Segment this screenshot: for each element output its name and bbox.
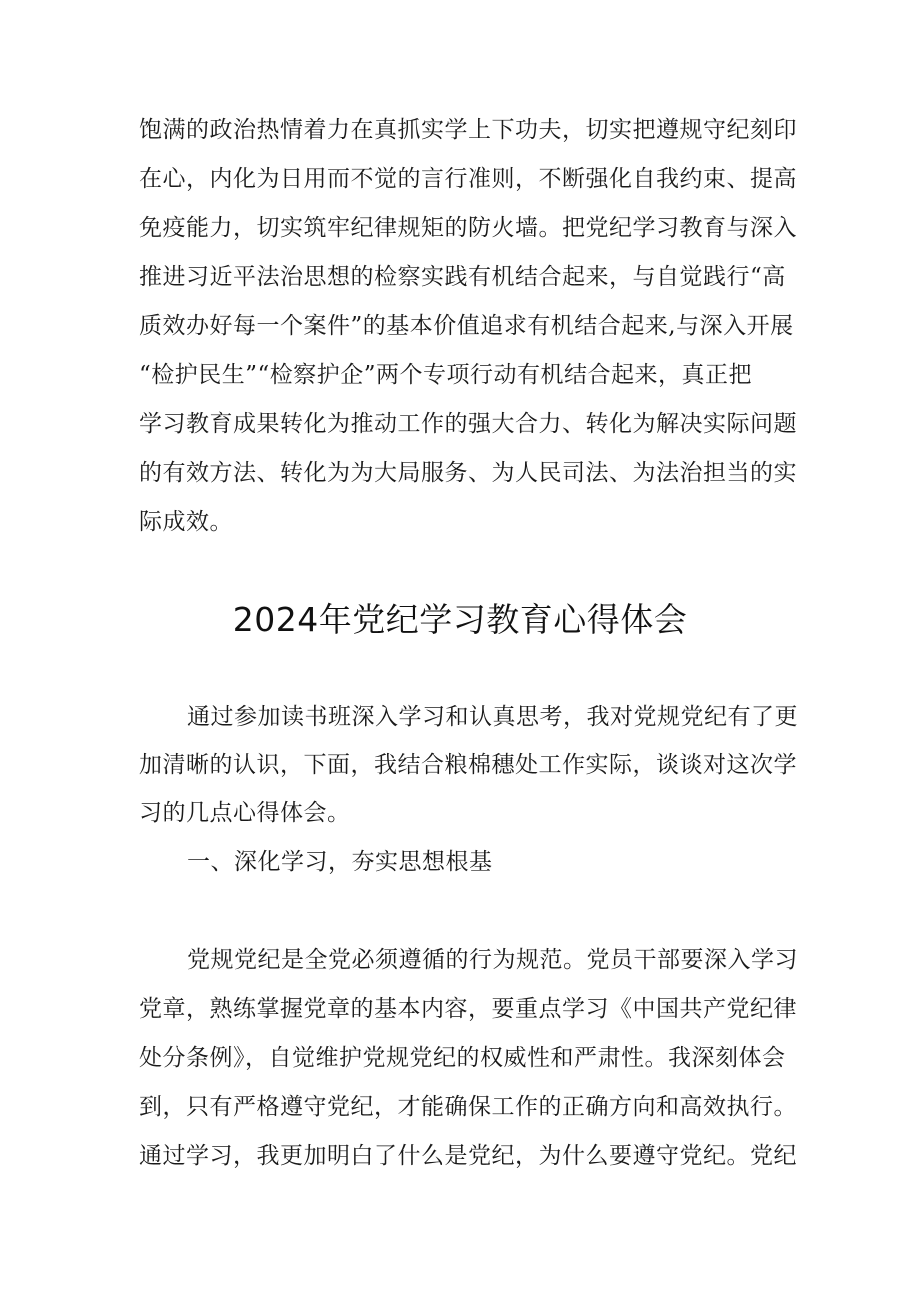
- paragraph-line: 党规党纪是全党必须遵循的行为规范。党员干部要深入学习: [187, 947, 798, 973]
- paragraph-line: 学习教育成果转化为推动工作的强大合力、转化为解决实际问题: [139, 411, 797, 437]
- paragraph-line: 习的几点心得体会。: [139, 800, 351, 826]
- paragraph-line: 在心，内化为日用而不觉的言行准则，不断强化自我约束、提高: [139, 166, 797, 192]
- paragraph-line: 处分条例》，自觉维护党规党纪的权威性和严肃性。我深刻体会: [139, 1045, 786, 1071]
- paragraph-line: 到，只有严格遵守党纪，才能确保工作的正确方向和高效执行。: [139, 1094, 797, 1120]
- paragraph-line: 的有效方法、转化为为大局服务、为人民司法、为法治担当的实: [139, 460, 797, 486]
- paragraph-line: 推进习近平法治思想的检察实践有机结合起来，与自觉践行“高: [139, 264, 786, 290]
- paragraph-line: 加清晰的认识，下面，我结合粮棉穗处工作实际，谈谈对这次学: [139, 752, 797, 778]
- paragraph-line: 通过参加读书班深入学习和认真思考，我对党规党纪有了更: [187, 704, 798, 730]
- paragraph-line: “检护民生”“检察护企”两个专项行动有机结合起来，真正把: [139, 362, 753, 388]
- paragraph-line: 际成效。: [139, 509, 233, 535]
- document-title: 2024年党纪学习教育心得体会: [232, 600, 688, 639]
- section-heading: 一、深化学习，夯实思想根基: [187, 849, 493, 875]
- paragraph-line: 质效办好每一个案件”的基本价值追求有机结合起来,与深入开展: [139, 313, 794, 339]
- paragraph-line: 通过学习，我更加明白了什么是党纪，为什么要遵守党纪。党纪: [139, 1143, 797, 1169]
- paragraph-line: 免疫能力，切实筑牢纪律规矩的防火墙。把党纪学习教育与深入: [139, 215, 797, 241]
- paragraph-line: 党章，熟练掌握党章的基本内容，要重点学习《中国共产党纪律: [139, 996, 797, 1022]
- paragraph-line: 饱满的政治热情着力在真抓实学上下功夫，切实把遵规守纪刻印: [139, 117, 797, 143]
